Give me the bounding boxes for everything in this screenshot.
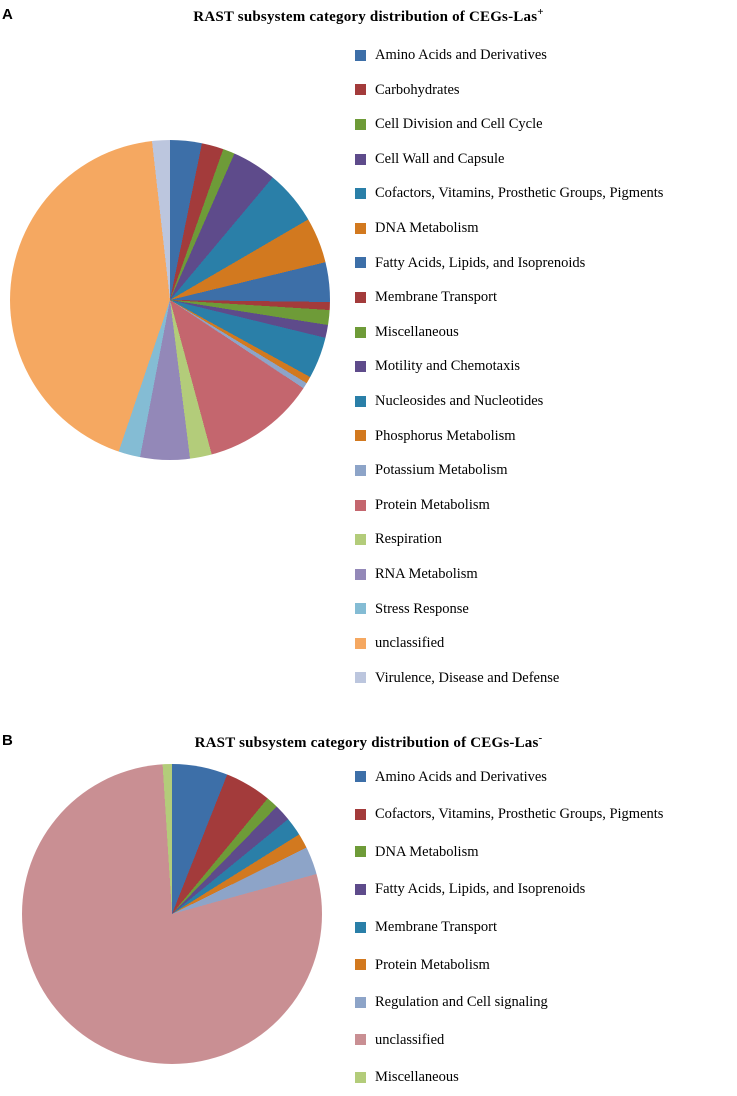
legend-item xyxy=(355,280,663,315)
legend-item xyxy=(355,453,663,488)
legend-item xyxy=(355,626,663,661)
legend-item xyxy=(355,908,663,946)
legend-item xyxy=(355,38,663,73)
legend-item-label: DNA Metabolism xyxy=(375,220,479,237)
legend-swatch-icon xyxy=(355,430,366,441)
legend-item xyxy=(355,592,663,627)
legend-swatch-icon xyxy=(355,396,366,407)
pie-chart-b-disc xyxy=(22,764,322,1064)
legend-item-label: unclassified xyxy=(375,635,445,652)
legend-item xyxy=(355,142,663,177)
panel-b xyxy=(0,722,737,1086)
legend-item xyxy=(355,557,663,592)
legend-item xyxy=(355,211,663,246)
panel-a-letter: A xyxy=(2,6,13,23)
legend-swatch-icon xyxy=(355,809,366,820)
panel-b-letter: B xyxy=(2,732,13,749)
legend-swatch-icon xyxy=(355,50,366,61)
legend-swatch-icon xyxy=(355,119,366,130)
legend-item xyxy=(355,522,663,557)
legend-item-label: Miscellaneous xyxy=(375,323,459,340)
legend-item-label: Cofactors, Vitamins, Prosthetic Groups, Pigments xyxy=(375,185,664,202)
legend-item-label: DNA Metabolism xyxy=(375,843,479,860)
legend-swatch-icon xyxy=(355,188,366,199)
legend-item xyxy=(355,349,663,384)
legend-item-label: Protein Metabolism xyxy=(375,956,490,973)
pie-chart-a xyxy=(10,140,330,460)
legend-item xyxy=(355,984,663,1022)
legend-item-label: Motility and Chemotaxis xyxy=(375,358,520,375)
panel-b-title-superscript: - xyxy=(538,732,543,744)
legend-item xyxy=(355,758,663,796)
legend-item xyxy=(355,315,663,350)
legend-item xyxy=(355,246,663,281)
legend-item-label: Respiration xyxy=(375,531,442,548)
legend-swatch-icon xyxy=(355,223,366,234)
legend-item-label: Fatty Acids, Lipids, and Isoprenoids xyxy=(375,254,586,271)
legend-swatch-icon xyxy=(355,154,366,165)
legend-item xyxy=(355,1059,663,1096)
legend-swatch-icon xyxy=(355,638,366,649)
legend-swatch-icon xyxy=(355,292,366,303)
legend-item-label: Miscellaneous xyxy=(375,1069,459,1086)
legend-swatch-icon xyxy=(355,361,366,372)
legend-a xyxy=(355,38,663,695)
legend-item xyxy=(355,661,663,696)
legend-item-label: Regulation and Cell signaling xyxy=(375,994,548,1011)
legend-item-label: Phosphorus Metabolism xyxy=(375,427,516,444)
legend-item-label: Cell Division and Cell Cycle xyxy=(375,116,543,133)
legend-item xyxy=(355,73,663,108)
legend-item xyxy=(355,488,663,523)
legend-item-label: unclassified xyxy=(375,1031,445,1048)
legend-item xyxy=(355,384,663,419)
legend-item-label: Amino Acids and Derivatives xyxy=(375,768,547,785)
legend-item-label: Stress Response xyxy=(375,600,469,617)
panel-a-title xyxy=(0,6,737,26)
legend-swatch-icon xyxy=(355,959,366,970)
pie-chart-b xyxy=(22,764,322,1064)
legend-item-label: Carbohydrates xyxy=(375,81,460,98)
legend-swatch-icon xyxy=(355,997,366,1008)
legend-item xyxy=(355,1021,663,1059)
panel-b-title xyxy=(0,732,737,752)
legend-swatch-icon xyxy=(355,884,366,895)
legend-swatch-icon xyxy=(355,569,366,580)
legend-item-label: Cell Wall and Capsule xyxy=(375,150,505,167)
legend-b xyxy=(355,758,663,1096)
legend-swatch-icon xyxy=(355,922,366,933)
legend-item-label: Amino Acids and Derivatives xyxy=(375,47,547,64)
legend-item xyxy=(355,796,663,834)
legend-swatch-icon xyxy=(355,1072,366,1083)
legend-item-label: Virulence, Disease and Defense xyxy=(375,669,560,686)
legend-item-label: Fatty Acids, Lipids, and Isoprenoids xyxy=(375,881,586,898)
legend-swatch-icon xyxy=(355,846,366,857)
legend-swatch-icon xyxy=(355,84,366,95)
legend-item-label: Nucleosides and Nucleotides xyxy=(375,392,544,409)
panel-a-title-superscript: + xyxy=(537,6,544,18)
panel-a-title-text: RAST subsystem category distribution of CEGs-Las xyxy=(193,9,538,25)
legend-item xyxy=(355,107,663,142)
legend-item-label: Cofactors, Vitamins, Prosthetic Groups, Pigments xyxy=(375,806,664,823)
legend-item-label: Protein Metabolism xyxy=(375,496,490,513)
panel-b-title-text: RAST subsystem category distribution of CEGs-Las xyxy=(194,735,539,751)
legend-swatch-icon xyxy=(355,603,366,614)
legend-item xyxy=(355,419,663,454)
legend-swatch-icon xyxy=(355,672,366,683)
legend-item xyxy=(355,946,663,984)
legend-swatch-icon xyxy=(355,327,366,338)
legend-item-label: Membrane Transport xyxy=(375,918,498,935)
legend-item-label: Potassium Metabolism xyxy=(375,462,508,479)
legend-swatch-icon xyxy=(355,500,366,511)
legend-swatch-icon xyxy=(355,1034,366,1045)
pie-chart-a-disc xyxy=(10,140,330,460)
legend-swatch-icon xyxy=(355,771,366,782)
legend-item-label: RNA Metabolism xyxy=(375,565,478,582)
legend-swatch-icon xyxy=(355,257,366,268)
legend-item-label: Membrane Transport xyxy=(375,289,498,306)
legend-item xyxy=(355,871,663,909)
legend-swatch-icon xyxy=(355,534,366,545)
legend-item xyxy=(355,833,663,871)
legend-item xyxy=(355,176,663,211)
legend-swatch-icon xyxy=(355,465,366,476)
